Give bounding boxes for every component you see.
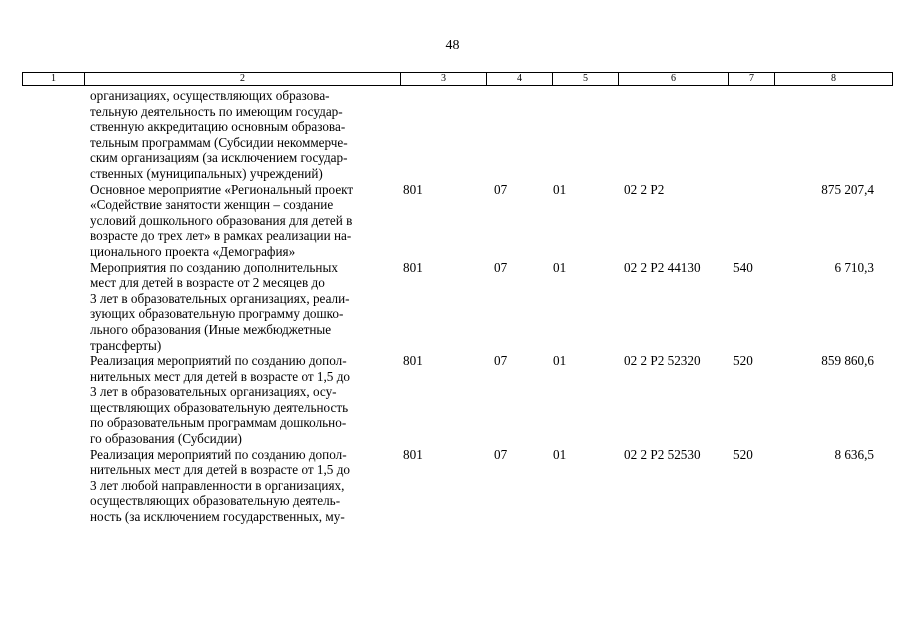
amount-cell: 8 636,5 bbox=[834, 446, 874, 462]
table-row bbox=[22, 353, 892, 447]
item-name-line: ществляющих образовательную деятельность bbox=[90, 399, 349, 415]
header-col-8: 8 bbox=[775, 73, 893, 86]
budget-table-body bbox=[22, 88, 892, 525]
item-name-line: ским организациям (за исключением государ- bbox=[90, 150, 348, 166]
item-name-line: го образования (Субсидии) bbox=[90, 431, 242, 447]
item-name-line: трансферты) bbox=[90, 337, 162, 353]
amount-cell: 6 710,3 bbox=[834, 259, 874, 275]
item-name-line: условий дошкольного образования для детей в bbox=[90, 212, 353, 228]
item-name-line: возрасте до трех лет» в рамках реализации на- bbox=[90, 228, 352, 244]
ministry-code-cell: 801 bbox=[403, 259, 423, 275]
item-name-line: ственных (муниципальных) учреждений) bbox=[90, 165, 323, 181]
header-col-1: 1 bbox=[23, 73, 85, 86]
item-name-cell bbox=[84, 88, 400, 182]
expense-type-cell: 520 bbox=[733, 446, 753, 462]
row-number-cell bbox=[22, 260, 84, 354]
item-name-cell bbox=[84, 182, 400, 260]
header-col-6: 6 bbox=[619, 73, 729, 86]
item-name-line: «Содействие занятости женщин – создание bbox=[90, 197, 334, 213]
expense-type-cell bbox=[728, 88, 774, 182]
item-name-line: нительных мест для детей в возрасте от 1,5 до bbox=[90, 368, 351, 384]
amount-cell: 859 860,6 bbox=[821, 353, 874, 369]
ministry-code-cell bbox=[400, 88, 486, 182]
item-name-line: тельную деятельность по имеющим государ- bbox=[90, 103, 343, 119]
target-article-cell: 02 2 P2 bbox=[624, 181, 665, 197]
item-name-line: Основное мероприятие «Региональный проект bbox=[90, 181, 354, 197]
subsection-code-cell: 01 bbox=[553, 181, 567, 197]
subsection-code-cell bbox=[552, 88, 618, 182]
header-col-7: 7 bbox=[729, 73, 775, 86]
item-name-line: ность (за исключением государственных, му- bbox=[90, 509, 345, 525]
column-number-header bbox=[22, 72, 893, 86]
item-name-line: по образовательным программам дошкольно- bbox=[90, 415, 347, 431]
section-code-cell: 07 bbox=[494, 446, 508, 462]
header-col-3: 3 bbox=[401, 73, 487, 86]
item-name-cell bbox=[84, 260, 400, 354]
section-code-cell: 07 bbox=[494, 353, 508, 369]
expense-type-cell bbox=[728, 182, 774, 260]
item-name-line: 3 лет в образовательных организациях, осу- bbox=[90, 384, 337, 400]
item-name-line: Мероприятия по созданию дополнительных bbox=[90, 259, 338, 275]
header-row bbox=[23, 73, 893, 86]
item-name-cell bbox=[84, 353, 400, 447]
item-name-line: осуществляющих образовательную деятель- bbox=[90, 493, 341, 509]
expense-type-cell: 540 bbox=[733, 259, 753, 275]
table-row bbox=[22, 182, 892, 260]
item-name-line: зующих образовательную программу дошко- bbox=[90, 306, 344, 322]
table-row bbox=[22, 88, 892, 182]
amount-cell: 875 207,4 bbox=[821, 181, 874, 197]
table-row bbox=[22, 260, 892, 354]
section-code-cell: 07 bbox=[494, 181, 508, 197]
item-name-line: нительных мест для детей в возрасте от 1,5 до bbox=[90, 462, 351, 478]
expense-type-cell: 520 bbox=[733, 353, 753, 369]
subsection-code-cell: 01 bbox=[553, 259, 567, 275]
ministry-code-cell: 801 bbox=[403, 181, 423, 197]
target-article-cell bbox=[618, 88, 728, 182]
item-name-line: Реализация мероприятий по созданию допол- bbox=[90, 353, 347, 369]
header-col-2: 2 bbox=[85, 73, 401, 86]
item-name-line: ственную аккредитацию основным образова- bbox=[90, 119, 346, 135]
subsection-code-cell: 01 bbox=[553, 446, 567, 462]
item-name-line: мест для детей в возрасте от 2 месяцев до bbox=[90, 275, 325, 291]
item-name-line: организациях, осуществляющих образова- bbox=[90, 88, 330, 103]
target-article-cell: 02 2 P2 44130 bbox=[624, 259, 701, 275]
item-name-line: льного образования (Иные межбюджетные bbox=[90, 321, 332, 337]
target-article-cell: 02 2 P2 52530 bbox=[624, 446, 701, 462]
section-code-cell bbox=[486, 88, 552, 182]
item-name-line: ционального проекта «Демография» bbox=[90, 243, 296, 259]
target-article-cell: 02 2 P2 52320 bbox=[624, 353, 701, 369]
row-number-cell bbox=[22, 88, 84, 182]
page-number: 48 bbox=[445, 38, 460, 53]
amount-cell bbox=[774, 88, 892, 182]
row-number-cell bbox=[22, 182, 84, 260]
row-number-cell bbox=[22, 353, 84, 447]
section-code-cell: 07 bbox=[494, 259, 508, 275]
item-name-line: тельным программам (Субсидии некоммерче- bbox=[90, 134, 348, 150]
row-number-cell bbox=[22, 447, 84, 525]
item-name-line: Реализация мероприятий по созданию допол- bbox=[90, 446, 347, 462]
ministry-code-cell: 801 bbox=[403, 353, 423, 369]
header-col-5: 5 bbox=[553, 73, 619, 86]
item-name-cell bbox=[84, 447, 400, 525]
header-col-4: 4 bbox=[487, 73, 553, 86]
item-name-line: 3 лет любой направленности в организациях, bbox=[90, 477, 345, 493]
ministry-code-cell: 801 bbox=[403, 446, 423, 462]
table-row bbox=[22, 447, 892, 525]
subsection-code-cell: 01 bbox=[553, 353, 567, 369]
item-name-line: 3 лет в образовательных организациях, реали- bbox=[90, 290, 350, 306]
